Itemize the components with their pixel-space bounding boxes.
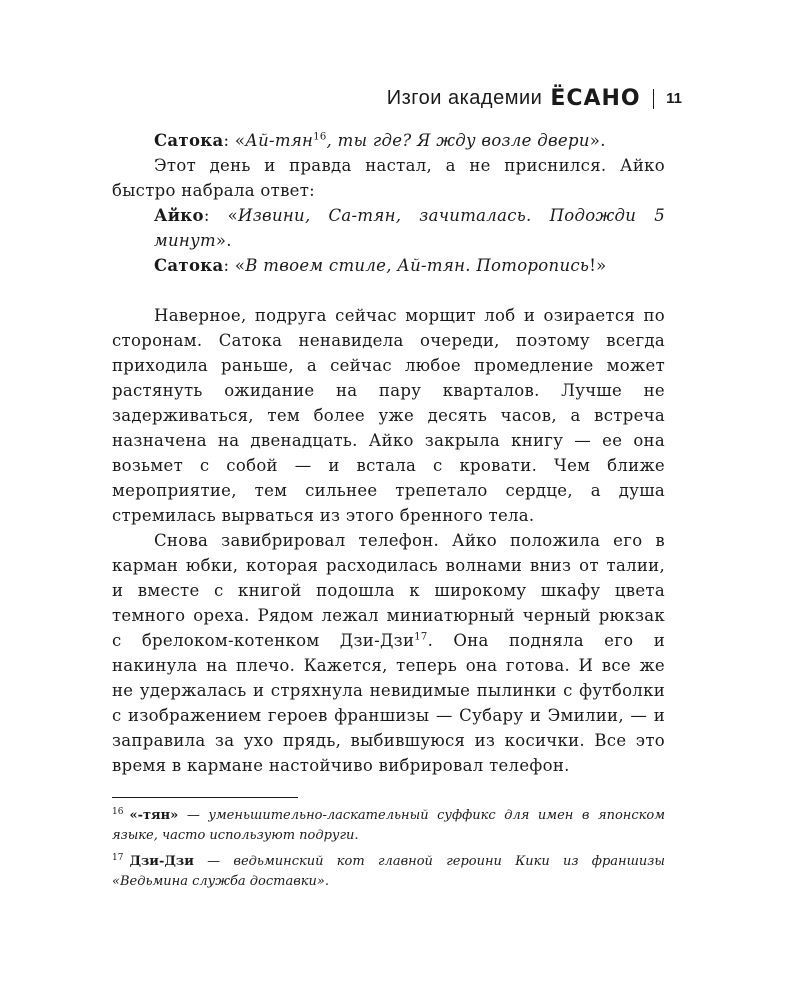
speaker-name: Сатока bbox=[154, 131, 224, 150]
footnote-16 bbox=[112, 806, 665, 846]
message-text: Извини, Са-тян, зачиталась. Подожди 5 минут bbox=[154, 206, 665, 250]
footnote-divider bbox=[112, 797, 298, 798]
paragraph-text: Снова завибрировал телефон. Айко положила его в карман юбки, которая расходилась волнами вниз от талии, и вместе с книгой подошла к широкому шкафу цвета темного ореха. Рядом лежал миниатюрный черный рюкзак с брелоком-котенком Дзи-Дзи bbox=[112, 531, 665, 650]
speaker-name: Айко bbox=[154, 206, 204, 225]
paragraph-text-cont: . Она подняла его и накинула на плечо. Кажется, теперь она готова. И все же не удержалась и стряхнула невидимые пылинки с футболки с изображением героев франшизы — Субару и Эмилии, — и заправила за ухо прядь, выбившуюся из косички. Все это время в кармане настойчиво вибрировал телефон. bbox=[112, 631, 665, 775]
message-open: : « bbox=[223, 256, 246, 275]
message-close: ». bbox=[215, 231, 232, 250]
narration-paragraph: Этот день и правда настал, а не приснился. Айко быстро набрала ответ: bbox=[112, 156, 665, 200]
footnote-term: «-тян» bbox=[129, 808, 179, 823]
message-text-cont: , ты где? Я жду возле двери bbox=[326, 131, 590, 150]
section-gap bbox=[112, 278, 665, 303]
body-paragraph-1: Наверное, подруга сейчас морщит лоб и озирается по сторонам. Сатока ненавидела очереди, поэтому всегда приходила раньше, а сейчас любое промедление может растянуть ожидание на пару кварталов. Лучше не задерживаться, тем более уже десять часов, а встреча назначена на двенадцать. Айко закрыла книгу — ее она возьмет с собой — и встала с кровати. Чем ближе мероприятие, тем сильнее трепетало сердце, а душа стремилась вырваться из этого бренного тела. bbox=[112, 306, 665, 525]
body-paragraph-2 bbox=[112, 528, 665, 778]
footnote-17 bbox=[112, 852, 665, 892]
dialogue-line-satoka-1 bbox=[112, 128, 665, 153]
message-close: !» bbox=[589, 256, 607, 275]
dialogue-line-satoka-2 bbox=[112, 253, 665, 278]
header-separator bbox=[653, 89, 655, 109]
footnote-number: 17 bbox=[112, 852, 124, 863]
message-close: ». bbox=[589, 131, 606, 150]
message-text: В твоем стиле, Ай-тян. Поторопись bbox=[245, 256, 590, 275]
message-open: : « bbox=[203, 206, 239, 225]
footnote-text: — ведьминский кот главной героини Кики из франшизы «Ведьмина служба доставки». bbox=[112, 854, 665, 889]
book-title: Изгои академии bbox=[386, 87, 543, 109]
running-header bbox=[387, 86, 682, 111]
footnote-text: — уменьшительно-ласкательный суффикс для имен в японском языке, часто используют подруги. bbox=[112, 808, 665, 843]
footnote-ref-16: 16 bbox=[313, 131, 327, 143]
footnote-ref-17: 17 bbox=[414, 631, 428, 643]
dialogue-line-aiko bbox=[112, 203, 665, 253]
main-text bbox=[112, 128, 665, 778]
message-text: Ай-тян bbox=[245, 131, 314, 150]
footnotes bbox=[112, 806, 665, 898]
speaker-name: Сатока bbox=[154, 256, 224, 275]
brand-logo: ЁСАНО bbox=[550, 86, 641, 111]
footnote-term: Дзи-Дзи bbox=[129, 854, 194, 869]
footnote-number: 16 bbox=[112, 806, 124, 817]
page-number: 11 bbox=[666, 90, 682, 107]
message-open: : « bbox=[223, 131, 246, 150]
